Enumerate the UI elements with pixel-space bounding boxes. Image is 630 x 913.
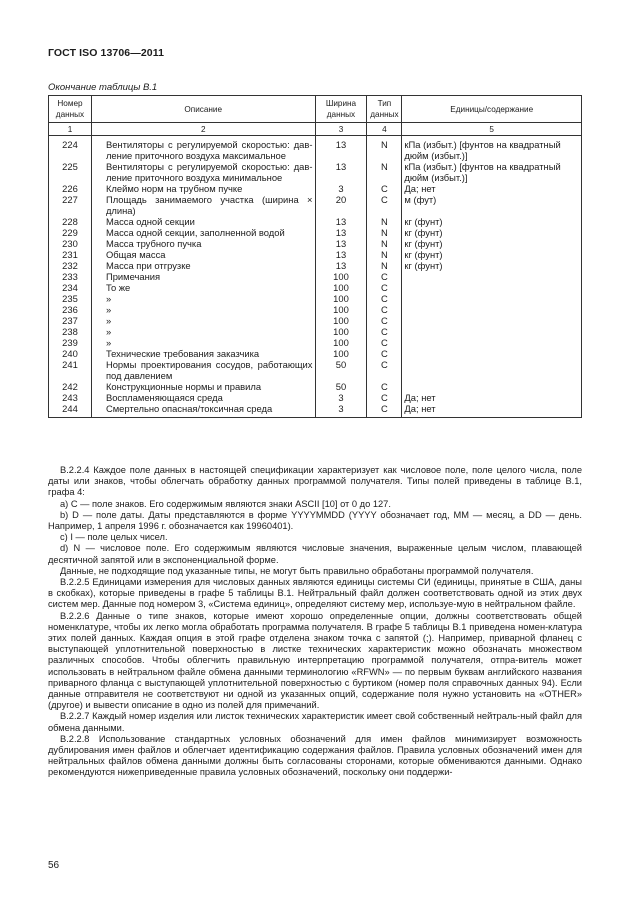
row-width: 100 [315,293,367,304]
column-number: 3 [315,123,367,136]
header-type: Тип данных [367,96,402,123]
row-description: Примечания [105,271,161,282]
row-units: Да; нет [402,392,582,403]
table-row [49,161,582,183]
row-width: 13 [315,136,367,162]
row-width: 13 [315,249,367,260]
row-width: 100 [315,271,367,282]
row-width: 20 [315,194,367,216]
row-type: N [367,260,402,271]
row-num: 235 [49,293,92,304]
row-description: Масса при отгрузке [105,260,191,271]
table-row [49,304,582,315]
row-description: Вентиляторы с регулируемой скоростью: дав-ление приточного воздуха максимальное [105,139,313,161]
body-paragraph: B.2.2.7 Каждый номер изделия или листок технических характеристик имеет свой собственный нейтраль-ный файл для обмена данными. [48,711,582,733]
row-num: 226 [49,183,92,194]
row-units: кг (фунт) [402,227,582,238]
body-paragraph: c) I — поле целых чисел. [60,532,168,543]
row-num: 232 [49,260,92,271]
document-header: ГОСТ ISO 13706—2011 [48,47,165,59]
row-width: 13 [315,227,367,238]
table-row [49,381,582,392]
row-num: 239 [49,337,92,348]
column-number: 4 [367,123,402,136]
row-description: Вентиляторы с регулируемой скоростью: дав-ление приточного воздуха минимальное [105,161,313,183]
table-row [49,282,582,293]
row-type: N [367,238,402,249]
table-row [49,136,582,162]
row-width: 100 [315,304,367,315]
row-description: » [105,326,112,337]
column-number: 2 [91,123,315,136]
body-paragraph: a) C — поле знаков. Его содержимым являются знаки ASCII [10] от 0 до 127. [60,498,391,509]
row-units: Да; нет [402,183,582,194]
body-paragraph: d) N — числовое поле. Его содержимым являются числовые значения, выраженные целым числом, плавающей десятичной запятой или в экспоненциальной форме. [48,543,582,565]
row-type: C [367,271,402,282]
table-row [49,359,582,381]
row-type: N [367,161,402,183]
table-row [49,227,582,238]
row-type: N [367,227,402,238]
row-width: 13 [315,260,367,271]
row-units: кг (фунт) [402,260,582,271]
row-units: Да; нет [402,403,582,418]
row-width: 50 [315,381,367,392]
row-num: 228 [49,216,92,227]
row-num: 225 [49,161,92,183]
row-description: Смертельно опасная/токсичная среда [105,403,273,414]
table-row [49,337,582,348]
table-caption: Окончание таблицы В.1 [48,82,158,93]
table-row [49,238,582,249]
row-width: 100 [315,282,367,293]
row-units [402,271,582,282]
row-type: N [367,136,402,162]
row-units [402,304,582,315]
row-type: C [367,194,402,216]
row-type: C [367,359,402,381]
row-description: Конструкционные нормы и правила [105,381,262,392]
row-units [402,315,582,326]
table-row [49,260,582,271]
row-num: 224 [49,136,92,162]
row-width: 50 [315,359,367,381]
column-number: 5 [402,123,582,136]
row-num: 241 [49,359,92,381]
body-paragraph: b) D — поле даты. Даты представляются в форме YYYYMMDD (YYYY обозначает год, MM — месяц, а DD — день. Например, 1 апреля 1996 г. обозначается как 19960401). [48,509,582,532]
row-num: 238 [49,326,92,337]
column-number: 1 [49,123,92,136]
row-units: кг (фунт) [402,249,582,260]
table-body [49,136,582,418]
row-units: кПа (избыт.) [фунтов на квадратный дюйм (избыт.)] [402,161,582,183]
header-description: Описание [91,96,315,123]
row-width: 3 [315,403,367,418]
body-paragraph: B.2.2.4 Каждое поле данных в настоящей спецификации характеризует как числовое поле, поле целого числа, поле даты или знаков, чтобы облегчать обработку данных программой получателя. Типы полей приведены в таблице В.1, графа 4: [48,465,582,498]
row-description: » [105,293,112,304]
row-type: N [367,249,402,260]
row-description: Воспламеняющаяся среда [105,392,223,403]
row-num: 227 [49,194,92,216]
row-units [402,337,582,348]
row-type: C [367,304,402,315]
spec-table [48,95,582,418]
row-num: 234 [49,282,92,293]
row-num: 244 [49,403,92,418]
row-units: кПа (избыт.) [фунтов на квадратный дюйм (избыт.)] [402,136,582,162]
row-num: 240 [49,348,92,359]
row-width: 100 [315,315,367,326]
row-description: Нормы проектирования сосудов, работающих под давлением [105,359,313,381]
row-type: C [367,326,402,337]
row-units [402,348,582,359]
row-num: 237 [49,315,92,326]
row-units: кг (фунт) [402,216,582,227]
header-units: Единицы/содержание [402,96,582,123]
header-num: Номер данных [49,96,92,123]
row-type: C [367,183,402,194]
table-row [49,183,582,194]
body-text [48,465,582,779]
row-type: C [367,293,402,304]
row-type: N [367,216,402,227]
body-paragraph: B.2.2.6 Данные о типе знаков, которые имеют хорошо определенные опции, должны соответствовать общей номенклатуре, чтобы их легко могла обработать программа получателя. В графе 5 таблицы В.1 приведена номен-клатура этих полей данных. Каждая опция в этой графе отделена знаком точка с запятой (;). Например, приварной фланец с выступающей уплотнительной поверхностью в листке технических характеристик можно обозначать множеством различных способов. Чтобы облегчить правильную интерпретацию программой получателя, отпра-витель может использовать в нейтральном файле обмена данными терминологию «RFWN» — по первым буквам английского названия приварного фланца с выступающей уплотнительной поверхностью с буртиком (номер поля справочных данных 94). Если данные отправителя не соответствуют ни одной из указанных опций, содержание поля нужно установить на «OTHER» (другое) и вывести описание в одно из полей для примечаний. [48,610,582,711]
row-width: 13 [315,216,367,227]
row-units [402,293,582,304]
row-width: 13 [315,238,367,249]
table-row [49,326,582,337]
body-paragraph: Данные, не подходящие под указанные типы, не могут быть правильно обработаны программой получателя. [60,565,534,576]
row-type: C [367,348,402,359]
row-description: Клеймо норм на трубном пучке [105,183,243,194]
row-description: Площадь занимаемого участка (ширина × длина) [105,194,313,216]
row-type: C [367,282,402,293]
table-row [49,194,582,216]
row-width: 100 [315,348,367,359]
row-units [402,381,582,392]
page-number: 56 [48,860,60,871]
table-row [49,249,582,260]
row-description: Масса одной секции [105,216,195,227]
row-num: 242 [49,381,92,392]
row-units: м (фут) [402,194,582,216]
row-units: кг (фунт) [402,238,582,249]
table-row [49,392,582,403]
row-num: 231 [49,249,92,260]
row-description: Технические требования заказчика [105,348,260,359]
row-description: Масса одной секции, заполненной водой [105,227,285,238]
column-number-row [49,123,582,136]
body-paragraph: B.2.2.5 Единицами измерения для числовых данных являются единицы системы СИ (единицы, принятые в США, даны в скобках), которые приведены в графе 5 таблицы В.1. Нейтральный файл должен соответствовать одной из этих двух систем мер. Данные под номером 3, «Система единиц», определяют систему мер, используе-мую в нейтральном файле. [48,577,582,610]
row-width: 3 [315,392,367,403]
row-type: C [367,315,402,326]
row-description: » [105,337,112,348]
row-description: Масса трубного пучка [105,238,202,249]
row-width: 100 [315,326,367,337]
row-units [402,359,582,381]
row-width: 3 [315,183,367,194]
row-units [402,326,582,337]
row-width: 100 [315,337,367,348]
row-description: » [105,304,112,315]
row-num: 236 [49,304,92,315]
table-row [49,293,582,304]
row-description: » [105,315,112,326]
table-row [49,271,582,282]
body-paragraph: B.2.2.8 Использование стандартных условных обозначений для имен файлов минимизирует возможность дублирования имен файлов и облегчает идентификацию содержания файлов. Правила условных обозначений имен для нейтральных файлов обмена данными должны быть согласованы сторонами, которые обмениваются данными. Однако рекомендуются нижеприведенные правила условных обозначений, поскольку они поддержи- [48,733,582,778]
row-num: 229 [49,227,92,238]
row-type: C [367,403,402,418]
table-header-row [49,96,582,123]
row-num: 243 [49,392,92,403]
row-num: 230 [49,238,92,249]
table-row [49,348,582,359]
row-type: C [367,392,402,403]
row-type: C [367,337,402,348]
row-description: Общая масса [105,249,166,260]
row-description: То же [105,282,131,293]
table-row [49,315,582,326]
table-row [49,403,582,418]
row-units [402,282,582,293]
table-row [49,216,582,227]
row-width: 13 [315,161,367,183]
row-num: 233 [49,271,92,282]
row-type: C [367,381,402,392]
header-width: Ширина данных [315,96,367,123]
